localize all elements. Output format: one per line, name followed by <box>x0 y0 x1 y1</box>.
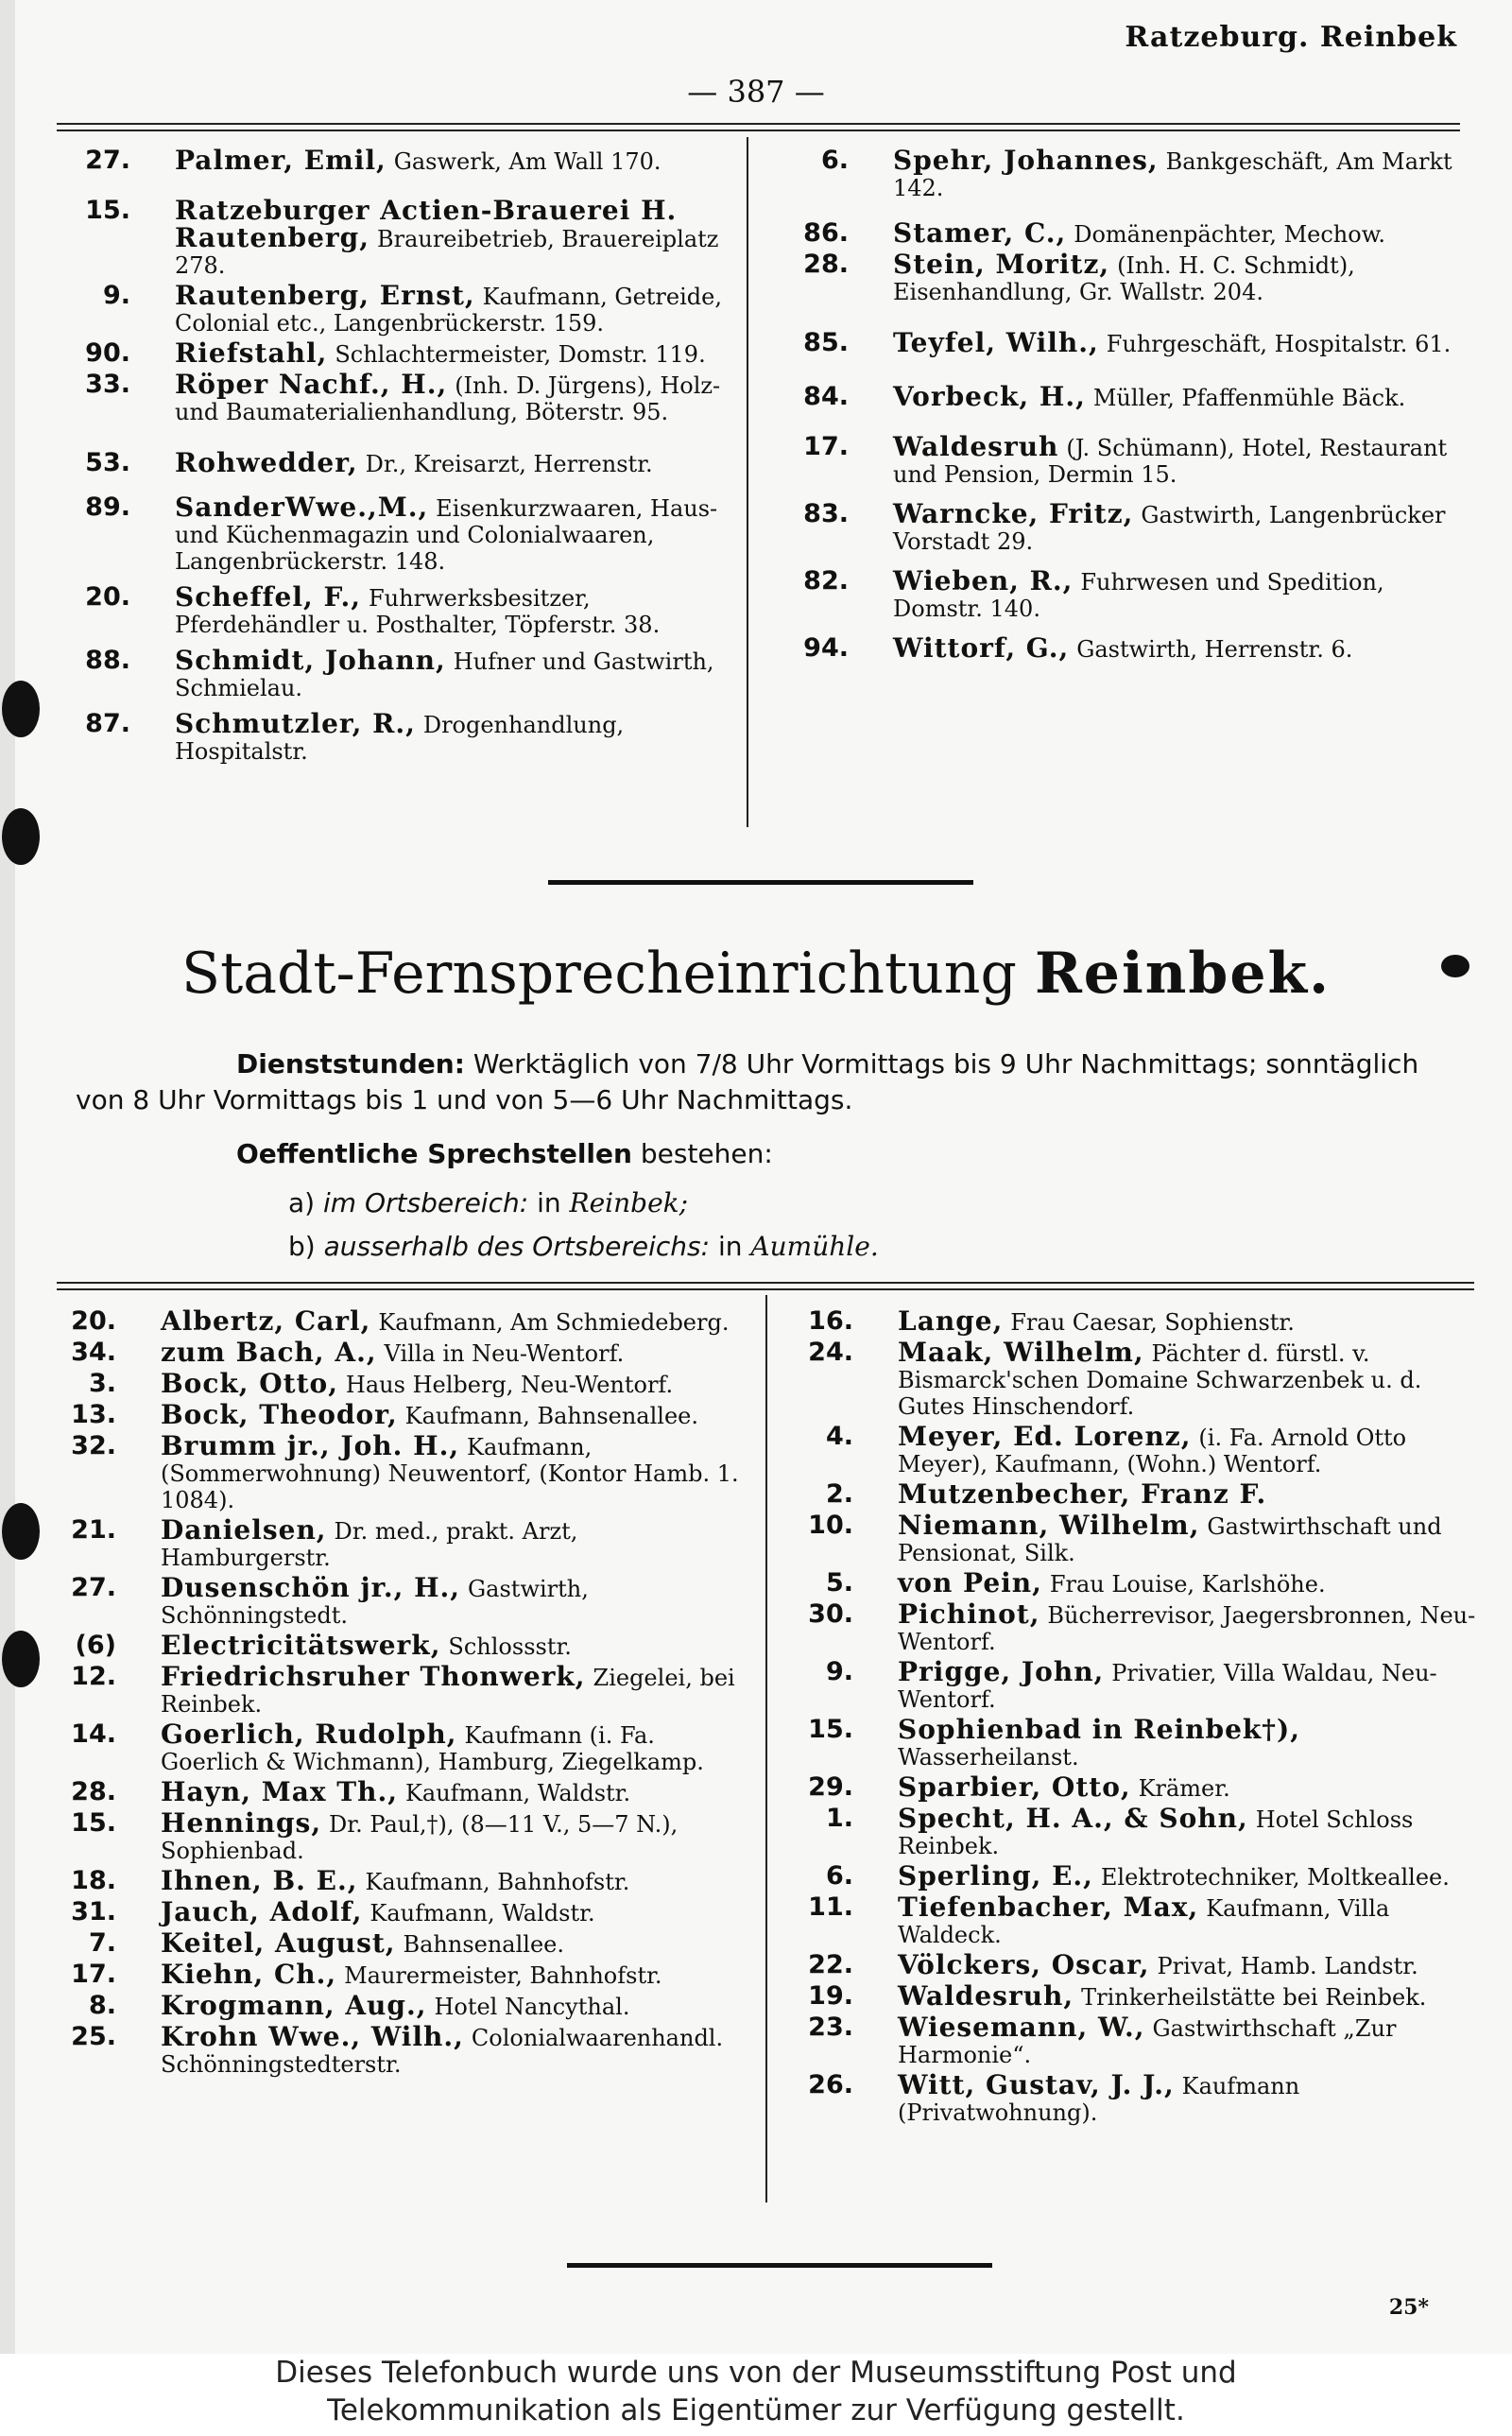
entry-name: Spehr, Johannes, <box>893 145 1159 176</box>
entry-number: 31. <box>71 1897 116 1926</box>
entry-number: 4. <box>825 1422 853 1451</box>
directory-entry <box>43 1399 747 1430</box>
entry-number: 53. <box>85 448 130 477</box>
entry-name: Ratzeburger Actien-Brauerei H. Rautenberg, <box>175 195 678 253</box>
entry-details: Kaufmann (Privatwohnung). <box>898 2073 1300 2126</box>
directory-entry <box>43 1807 747 1864</box>
entry-name: Keitel, August, <box>161 1927 396 1959</box>
entry-details: (Inh. D. Jürgens), Holz- und Baumaterialienhandlung, Böterstr. 95. <box>175 372 721 425</box>
entry-details: Schlachtermeister, Domstr. 119. <box>335 341 706 368</box>
entry-name: Waldesruh <box>893 431 1059 462</box>
entry-name: Jauch, Adolf, <box>161 1896 363 1927</box>
public-stations-label: Oeffentliche Sprechstellen <box>236 1138 632 1169</box>
directory-entry <box>780 1339 1484 1420</box>
directory-entry <box>43 1630 747 1661</box>
directory-entry <box>43 1865 747 1896</box>
entry-name: Witt, Gustav, J. J., <box>898 2069 1175 2100</box>
directory-entry <box>780 1421 1484 1477</box>
attribution-line-2: Telekommunikation als Eigentümer zur Verfügung gestellt. <box>327 2393 1185 2427</box>
reinbek-double-rule <box>57 1282 1474 1290</box>
directory-entry <box>57 371 737 425</box>
entry-number: 12. <box>71 1662 116 1691</box>
entry-details: Dr. Paul,†), (8—11 V., 5—7 N.), Sophienbad. <box>161 1811 679 1864</box>
entry-name: zum Bach, A., <box>161 1337 377 1368</box>
entry-number: 11. <box>808 1892 853 1922</box>
entry-details: Haus Helberg, Neu-Wentorf. <box>345 1372 674 1398</box>
directory-entry <box>780 1894 1484 1948</box>
entry-name: Mutzenbecher, Franz F. <box>898 1478 1267 1510</box>
directory-entry <box>780 1478 1484 1510</box>
entry-name: SanderWwe.,M., <box>175 492 429 523</box>
entry-details: Dr. med., prakt. Arzt, Hamburgerstr. <box>161 1518 578 1571</box>
entry-name: Danielsen, <box>161 1514 327 1546</box>
entry-name: Tiefenbacher, Max, <box>898 1892 1199 1923</box>
entry-details: Kaufmann, Bahnhofstr. <box>365 1869 630 1895</box>
entry-name: Lange, <box>898 1305 1004 1337</box>
entry-details: Dr., Kreisarzt, Herrenstr. <box>365 451 653 477</box>
binding-hole <box>2 1503 40 1560</box>
entry-number: 19. <box>808 1981 853 2011</box>
service-hours-label: Dienststunden: <box>236 1048 465 1080</box>
entry-name: von Pein, <box>898 1567 1042 1598</box>
directory-entry <box>43 1896 747 1927</box>
entry-name: Rautenberg, Ernst, <box>175 280 475 311</box>
entry-details: Maurermeister, Bahnhofstr. <box>344 1962 662 1989</box>
directory-entry <box>57 447 737 478</box>
entry-name: Bock, Theodor, <box>161 1399 398 1430</box>
entry-number: 15. <box>71 1808 116 1838</box>
entry-number: 83. <box>803 499 849 528</box>
directory-entry <box>775 632 1465 664</box>
ink-blot <box>1441 955 1469 977</box>
directory-entry <box>57 708 737 765</box>
station-b-mid: in <box>717 1231 743 1262</box>
entry-number: 82. <box>803 566 849 596</box>
entry-name: Friedrichsruher Thonwerk, <box>161 1661 586 1692</box>
directory-entry <box>780 1980 1484 2012</box>
directory-entry <box>43 1430 747 1513</box>
binding-hole <box>2 681 40 737</box>
entry-number: 29. <box>808 1772 853 1802</box>
directory-entry <box>43 2021 747 2078</box>
entry-name: Brumm jr., Joh. H., <box>161 1430 460 1461</box>
entry-number: 5. <box>825 1568 853 1598</box>
entry-name: Vorbeck, H., <box>893 381 1086 412</box>
entry-details: Trinkerheilstätte bei Reinbek. <box>1081 1984 1427 2011</box>
reinbek-left-column <box>43 1305 747 2078</box>
public-stations-rest: bestehen: <box>640 1138 773 1169</box>
entry-number: 24. <box>808 1338 853 1367</box>
entry-number: 33. <box>85 370 130 399</box>
entry-name: Prigge, John, <box>898 1656 1105 1687</box>
entry-details: Privat, Hamb. Landstr. <box>1157 1953 1418 1979</box>
page-number: — 387 — <box>687 74 825 110</box>
entry-number: 18. <box>71 1866 116 1895</box>
entry-details: Domänenpächter, Mechow. <box>1074 221 1386 248</box>
entry-details: Gastwirthschaft und Pensionat, Silk. <box>898 1513 1442 1566</box>
directory-entry <box>775 251 1465 305</box>
entry-details: Kaufmann, Waldstr. <box>404 1780 631 1806</box>
entry-number: 14. <box>71 1719 116 1749</box>
end-rule <box>567 2263 992 2268</box>
entry-details: Fuhrwesen und Spedition, Domstr. 140. <box>893 569 1384 622</box>
directory-entry <box>780 1805 1484 1859</box>
entry-details: Fuhrwerksbesitzer, Pferdehändler u. Posthalter, Töpferstr. 38. <box>175 585 661 638</box>
station-b-prefix: b) <box>288 1231 316 1262</box>
station-a <box>76 1185 1474 1221</box>
section-rule <box>548 880 973 885</box>
entry-number: 27. <box>71 1573 116 1602</box>
entry-number: 17. <box>71 1960 116 1989</box>
station-b-label: ausserhalb des Ortsbereichs: <box>323 1231 711 1262</box>
attribution-line-1: Dieses Telefonbuch wurde uns von der Museumsstiftung Post und <box>275 2356 1237 2390</box>
directory-entry <box>43 1661 747 1718</box>
entry-details: Kaufmann, Waldstr. <box>369 1900 595 1926</box>
entry-name: Niemann, Wilhelm, <box>898 1510 1200 1541</box>
entry-number: 10. <box>808 1511 853 1540</box>
entry-number: 20. <box>71 1306 116 1336</box>
station-a-prefix: a) <box>288 1187 316 1218</box>
directory-entry <box>780 2069 1484 2126</box>
directory-entry <box>780 1567 1484 1598</box>
entry-number: 88. <box>85 646 130 675</box>
entry-details: Gastwirthschaft „Zur Harmonie“. <box>898 2015 1397 2068</box>
directory-entry <box>43 1990 747 2021</box>
ratzeburg-left-column <box>57 147 737 765</box>
station-a-label: im Ortsbereich: <box>323 1187 529 1218</box>
entry-details: (Inh. H. C. Schmidt), Eisenhandlung, Gr. Wallstr. 204. <box>893 252 1355 305</box>
entry-details: Gastwirth, Langenbrücker Vorstadt 29. <box>893 502 1446 555</box>
entry-details: Colonialwaarenhandl. Schönningstedterstr. <box>161 2025 724 2078</box>
directory-entry <box>43 1721 747 1775</box>
entry-number: 84. <box>803 382 849 411</box>
service-hours <box>76 1046 1474 1118</box>
directory-entry <box>780 1598 1484 1655</box>
entry-name: Krohn Wwe., Wilh., <box>161 2021 464 2052</box>
entry-number: 16. <box>808 1306 853 1336</box>
reinbek-right-column <box>780 1305 1484 2126</box>
entry-name: Wieben, R., <box>893 565 1074 596</box>
directory-entry <box>775 327 1465 358</box>
entry-number: 1. <box>825 1804 853 1833</box>
running-head: Ratzeburg. Reinbek <box>1125 21 1457 54</box>
directory-entry <box>57 337 737 369</box>
entry-name: Sperling, E., <box>898 1860 1093 1892</box>
station-a-mid: in <box>537 1187 561 1218</box>
directory-entry <box>43 1514 747 1571</box>
attribution-footer <box>0 2354 1512 2436</box>
directory-entry <box>780 2014 1484 2068</box>
public-stations <box>76 1136 1474 1172</box>
entry-name: Kiehn, Ch., <box>161 1959 337 1990</box>
entry-number: 28. <box>803 250 849 279</box>
directory-entry <box>780 1860 1484 1892</box>
directory-entry <box>43 1368 747 1399</box>
entry-number: 89. <box>85 492 130 522</box>
page-edge <box>0 0 15 2354</box>
entry-details: Gaswerk, Am Wall 170. <box>393 148 662 175</box>
entry-name: Sophienbad in Reinbek†), <box>898 1714 1300 1745</box>
directory-entry <box>57 147 737 175</box>
entry-details: Kaufmann, Villa Waldeck. <box>898 1895 1390 1948</box>
entry-details: Hufner und Gastwirth, Schmielau. <box>175 648 714 701</box>
entry-name: Specht, H. A., & Sohn, <box>898 1803 1248 1834</box>
entry-number: 17. <box>803 432 849 461</box>
entry-number: 22. <box>808 1950 853 1979</box>
section-title-main: Stadt-Fernsprecheinrichtung <box>181 941 1017 1007</box>
entry-number: 94. <box>803 633 849 663</box>
entry-details: Gastwirth, Herrenstr. 6. <box>1076 636 1353 663</box>
entry-name: Maak, Wilhelm, <box>898 1337 1144 1368</box>
station-b-place: Aumühle. <box>750 1231 879 1262</box>
entry-details: (J. Schümann), Hotel, Restaurant und Pension, Dermin 15. <box>893 435 1448 488</box>
column-divider <box>747 137 748 827</box>
entry-details: Elektrotechniker, Moltkeallee. <box>1100 1864 1450 1891</box>
entry-name: Rohwedder, <box>175 447 358 478</box>
entry-details: Frau Caesar, Sophienstr. <box>1010 1309 1295 1336</box>
entry-number: (6) <box>75 1631 116 1660</box>
directory-entry <box>775 147 1465 201</box>
entry-name: Bock, Otto, <box>161 1368 338 1399</box>
entry-number: 90. <box>85 338 130 368</box>
entry-name: Teyfel, Wilh., <box>893 327 1099 358</box>
directory-entry <box>57 280 737 337</box>
entry-name: Meyer, Ed. Lorenz, <box>898 1421 1192 1452</box>
entry-name: Wiesemann, W., <box>898 2012 1145 2043</box>
entry-details: Wasserheilanst. <box>898 1744 1079 1771</box>
entry-number: 30. <box>808 1599 853 1629</box>
binding-hole <box>2 1631 40 1687</box>
directory-entry <box>780 1771 1484 1803</box>
directory-entry <box>57 581 737 638</box>
directory-entry <box>57 645 737 701</box>
signature-mark: 25* <box>1388 2295 1429 2320</box>
entry-details: Frau Louise, Karlshöhe. <box>1049 1571 1326 1598</box>
entry-details: Hotel Nancythal. <box>434 1994 630 2020</box>
entry-details: Fuhrgeschäft, Hospitalstr. 61. <box>1106 331 1452 357</box>
section-title-place: Reinbek. <box>1034 941 1331 1007</box>
entry-number: 23. <box>808 2013 853 2042</box>
entry-number: 32. <box>71 1431 116 1460</box>
directory-entry <box>775 217 1465 249</box>
directory-entry <box>775 565 1465 622</box>
entry-details: Schlossstr. <box>448 1633 572 1660</box>
service-hours-text: Werktäglich von 7/8 Uhr Vormittags bis 9 Uhr Nachmittags; sonntäglich von 8 Uhr Vormittags bis 1 und von 5—6 Uhr Nachmittags. <box>76 1048 1419 1115</box>
entry-number: 6. <box>825 1861 853 1891</box>
entry-number: 25. <box>71 2022 116 2051</box>
header-double-rule <box>57 123 1460 131</box>
entry-details: Braureibetrieb, Brauereiplatz 278. <box>175 226 719 279</box>
entry-number: 20. <box>85 582 130 612</box>
entry-number: 85. <box>803 328 849 357</box>
entry-number: 15. <box>85 196 130 225</box>
entry-details: Kaufmann, Am Schmiedeberg. <box>378 1309 730 1336</box>
entry-details: Privatier, Villa Waldau, Neu-Wentorf. <box>898 1660 1437 1713</box>
section-title <box>0 941 1512 1007</box>
directory-entry <box>43 1927 747 1959</box>
entry-name: Ihnen, B. E., <box>161 1865 358 1896</box>
directory-entry <box>780 1656 1484 1713</box>
entry-name: Goerlich, Rudolph, <box>161 1719 457 1750</box>
entry-name: Schmutzler, R., <box>175 708 416 739</box>
entry-name: Stein, Moritz, <box>893 249 1110 280</box>
entry-details: Bahnsenallee. <box>403 1931 564 1958</box>
directory-entry <box>780 1949 1484 1980</box>
directory-entry <box>780 1714 1484 1771</box>
directory-entry <box>57 195 737 279</box>
station-a-place: Reinbek; <box>569 1187 689 1218</box>
directory-entry <box>43 1961 747 1989</box>
column-divider <box>765 1295 767 2203</box>
entry-number: 6. <box>820 146 849 175</box>
directory-entry <box>43 1776 747 1807</box>
entry-details: Drogenhandlung, Hospitalstr. <box>175 712 625 765</box>
entry-name: Sparbier, Otto, <box>898 1771 1131 1803</box>
entry-number: 9. <box>102 281 130 310</box>
ratzeburg-right-column <box>775 147 1465 663</box>
directory-entry <box>775 498 1465 555</box>
directory-entry <box>780 1305 1484 1337</box>
entry-details: Eisenkurzwaaren, Haus- und Küchenmagazin und Colonialwaaren, Langenbrückerstr. 148. <box>175 495 718 575</box>
entry-details: Kaufmann, (Sommerwohnung) Neuwentorf, (Kontor Hamb. 1. 1084). <box>161 1434 739 1513</box>
station-b <box>76 1229 1474 1265</box>
directory-entry <box>43 1572 747 1629</box>
entry-details: Hotel Schloss Reinbek. <box>898 1806 1414 1859</box>
entry-number: 21. <box>71 1515 116 1545</box>
entry-name: Röper Nachf., H., <box>175 369 448 400</box>
entry-name: Hayn, Max Th., <box>161 1776 398 1807</box>
entry-name: Scheffel, F., <box>175 581 362 613</box>
entry-details: Krämer. <box>1138 1775 1230 1802</box>
directory-entry <box>57 494 737 575</box>
entry-name: Warncke, Fritz, <box>893 498 1134 529</box>
entry-name: Wittorf, G., <box>893 632 1070 664</box>
entry-name: Palmer, Emil, <box>175 145 387 176</box>
entry-details: Pächter d. fürstl. v. Bismarck'schen Domaine Schwarzenbek u. d. Gutes Hinschendorf. <box>898 1340 1422 1420</box>
entry-details: Bankgeschäft, Am Markt 142. <box>893 148 1452 201</box>
entry-number: 13. <box>71 1400 116 1429</box>
entry-number: 3. <box>88 1369 116 1398</box>
entry-name: Krogmann, Aug., <box>161 1990 427 2021</box>
entry-number: 86. <box>803 218 849 248</box>
entry-name: Waldesruh, <box>898 1980 1074 2012</box>
entry-number: 7. <box>88 1928 116 1958</box>
directory-entry <box>775 431 1465 488</box>
directory-entry <box>43 1305 747 1337</box>
entry-number: 27. <box>85 146 130 175</box>
entry-number: 34. <box>71 1338 116 1367</box>
entry-name: Albertz, Carl, <box>161 1305 371 1337</box>
entry-details: Gastwirth, Schönningstedt. <box>161 1576 589 1629</box>
entry-number: 2. <box>825 1479 853 1509</box>
entry-number: 87. <box>85 709 130 738</box>
entry-details: Ziegelei, bei Reinbek. <box>161 1665 735 1718</box>
entry-name: Electricitätswerk, <box>161 1630 441 1661</box>
entry-details: Müller, Pfaffenmühle Bäck. <box>1092 385 1406 411</box>
entry-number: 8. <box>88 1991 116 2020</box>
entry-name: Stamer, C., <box>893 217 1067 249</box>
entry-details: (i. Fa. Arnold Otto Meyer), Kaufmann, (Wohn.) Wentorf. <box>898 1425 1407 1477</box>
entry-number: 9. <box>825 1657 853 1686</box>
entry-name: Schmidt, Johann, <box>175 645 446 676</box>
entry-details: Kaufmann (i. Fa. Goerlich & Wichmann), Hamburg, Ziegelkamp. <box>161 1722 704 1775</box>
entry-details: Bücherrevisor, Jaegersbronnen, Neu-Wentorf. <box>898 1602 1476 1655</box>
entry-name: Völckers, Oscar, <box>898 1949 1150 1980</box>
entry-number: 28. <box>71 1777 116 1806</box>
directory-entry <box>43 1339 747 1367</box>
directory-entry <box>775 381 1465 412</box>
directory-entry <box>780 1512 1484 1566</box>
entry-number: 15. <box>808 1715 853 1744</box>
binding-hole <box>2 808 40 865</box>
entry-name: Dusenschön jr., H., <box>161 1572 461 1603</box>
entry-details: Villa in Neu-Wentorf. <box>384 1340 625 1367</box>
entry-name: Hennings, <box>161 1807 322 1839</box>
entry-number: 26. <box>808 2070 853 2099</box>
entry-name: Riefstahl, <box>175 337 328 369</box>
entry-details: Kaufmann, Getreide, Colonial etc., Langenbrückerstr. 159. <box>175 284 722 337</box>
entry-name: Pichinot, <box>898 1598 1040 1630</box>
entry-details: Kaufmann, Bahnsenallee. <box>404 1403 698 1429</box>
